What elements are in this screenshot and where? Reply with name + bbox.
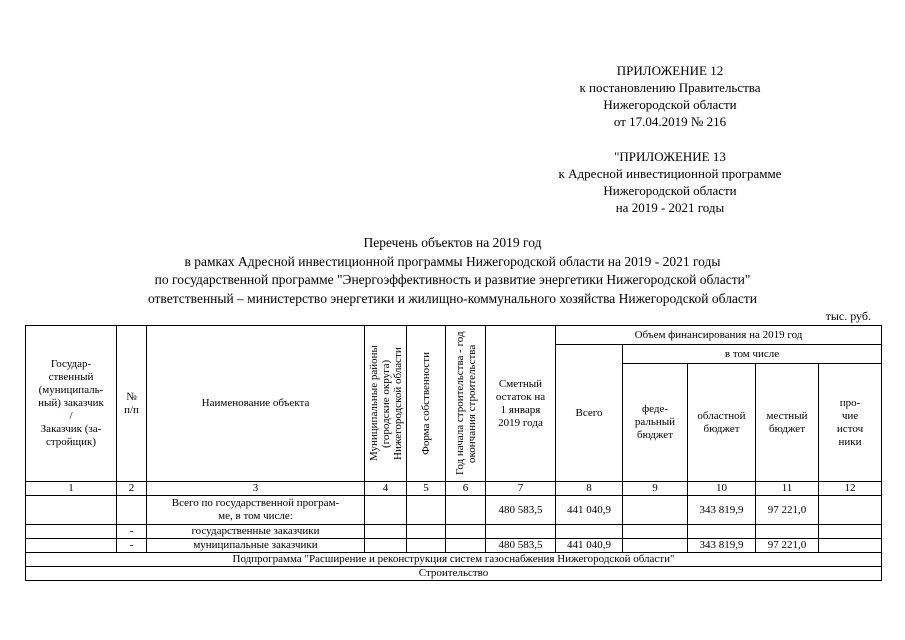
row-name: государственные заказчики	[147, 525, 365, 539]
row-local: 97 221,0	[756, 496, 819, 525]
title-line: в рамках Адресной инвестиционной программы Нижегородской области на 2019 - 2021 годы	[184, 253, 721, 269]
header-districts: Муниципальные районы (городские округа) Нижегородской области	[365, 326, 407, 482]
row-other	[819, 525, 882, 539]
row-total: 441 040,9	[556, 539, 623, 553]
column-number: 10	[688, 482, 756, 496]
column-number: 9	[623, 482, 688, 496]
row-estimate	[486, 525, 556, 539]
row-regional: 343 819,9	[688, 496, 756, 525]
column-number: 3	[147, 482, 365, 496]
header-object-name: Наименование объекта	[147, 326, 365, 482]
column-number: 6	[446, 482, 486, 496]
annex-12-header	[480, 62, 860, 130]
row-total	[556, 525, 623, 539]
objects-table	[25, 325, 882, 581]
annex-12-date: от 17.04.2019 № 216	[613, 114, 727, 129]
row-federal	[623, 539, 688, 553]
annex-13-line: Нижегородской области	[603, 183, 737, 198]
row-total: 441 040,9	[556, 496, 623, 525]
row-other	[819, 539, 882, 553]
header-total: Всего	[556, 345, 623, 482]
annex-13-title: "ПРИЛОЖЕНИЕ 13	[614, 149, 726, 164]
annex-13-line: к Адресной инвестиционной программе	[558, 166, 782, 181]
header-federal: феде- ральный бюджет	[623, 364, 688, 482]
header-construction-years: Год начала строительства - год окончания строительства	[446, 326, 486, 482]
header-regional: областной бюджет	[688, 364, 756, 482]
units-label: тыс. руб.	[825, 309, 871, 323]
title-line: Перечень объектов на 2019 год	[363, 235, 542, 250]
row-federal	[623, 496, 688, 525]
row-local	[756, 525, 819, 539]
column-number: 2	[117, 482, 147, 496]
header-other: про- чие источ ники	[819, 364, 882, 482]
subprogram-title: Подпрограмма "Расширение и реконструкция систем газоснабжения Нижегородской области"	[26, 553, 882, 567]
row-number: -	[117, 539, 147, 553]
annex-12-title: ПРИЛОЖЕНИЕ 12	[616, 63, 724, 78]
column-number: 4	[365, 482, 407, 496]
header-customer: Государ- ственный (муниципаль- ный) заказчик / Заказчик (за- стройщик)	[26, 326, 117, 482]
column-number: 12	[819, 482, 882, 496]
row-number: -	[117, 525, 147, 539]
annex-12-line: Нижегородской области	[603, 97, 737, 112]
title-line: ответственный – министерство энергетики и жилищно-коммунального хозяйства Нижегородской области	[147, 290, 758, 306]
column-number: 8	[556, 482, 623, 496]
row-estimate: 480 583,5	[486, 496, 556, 525]
column-number: 11	[756, 482, 819, 496]
row-estimate: 480 583,5	[486, 539, 556, 553]
row-number	[117, 496, 147, 525]
annex-12-line: к постановлению Правительства	[579, 80, 761, 95]
column-number: 1	[26, 482, 117, 496]
row-other	[819, 496, 882, 525]
annex-13-years: на 2019 - 2021 годы	[615, 200, 725, 215]
table-row-municipal-customers	[26, 539, 882, 553]
table-row-state-customers	[26, 525, 882, 539]
table-row-total	[26, 496, 882, 525]
row-name: муниципальные заказчики	[147, 539, 365, 553]
row-regional: 343 819,9	[688, 539, 756, 553]
header-local: местный бюджет	[756, 364, 819, 482]
row-federal	[623, 525, 688, 539]
section-title: Строительство	[26, 567, 882, 581]
title-line: по государственной программе "Энергоэффективность и развитие энергетики Нижегородской области"	[154, 272, 751, 287]
row-local: 97 221,0	[756, 539, 819, 553]
header-including: в том числе	[623, 345, 882, 364]
table-row-section	[26, 567, 882, 581]
row-name: Всего по государственной програм- ме, в том числе:	[147, 496, 365, 525]
document-title	[0, 234, 905, 308]
column-number-row	[26, 482, 882, 496]
header-estimate-balance: Сметный остаток на 1 января 2019 года	[486, 326, 556, 482]
header-funding-group: Объем финансирования на 2019 год	[556, 326, 882, 345]
column-number: 7	[486, 482, 556, 496]
column-number: 5	[407, 482, 446, 496]
header-ownership: Форма собственности	[407, 326, 446, 482]
row-regional	[688, 525, 756, 539]
annex-13-header	[480, 148, 860, 216]
header-number: № п/п	[117, 326, 147, 482]
table-row-subprogram	[26, 553, 882, 567]
